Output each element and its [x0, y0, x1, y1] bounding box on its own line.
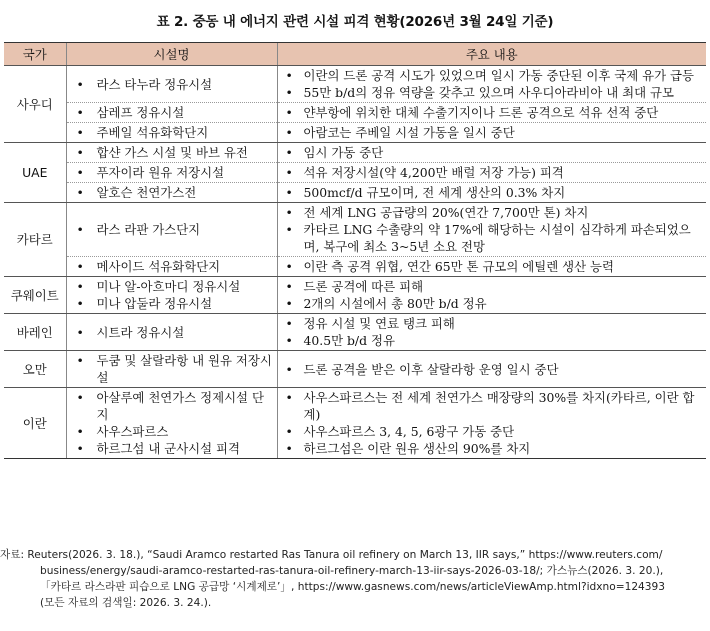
facility-name: • 두쿰 및 살랄라항 내 원유 저장시설 — [71, 352, 273, 386]
content-cell — [277, 163, 706, 183]
source-note — [0, 547, 708, 611]
table-row — [4, 66, 706, 103]
content-cell — [277, 183, 706, 203]
table-row — [4, 183, 706, 203]
facility-name: • 합샨 가스 시설 및 바브 유전 — [71, 144, 273, 161]
facility-cell — [66, 183, 277, 203]
facility-name: • 주베일 석유화학단지 — [71, 124, 273, 141]
source-line: 자료: Reuters(2026. 3. 18.), “Saudi Aramco restarted Ras Tanura oil refinery on March 13, IIR says,” https://www.reuters.com/ — [0, 549, 663, 561]
facility-cell — [66, 257, 277, 277]
content-item: • 사우스파르스는 전 세계 천연가스 매장량의 30%를 차지(카타르, 이란 합계) — [282, 389, 703, 423]
content-item: • 임시 가동 중단 — [282, 144, 703, 161]
content-item: • 얀부항에 위치한 대체 수출기지이나 드론 공격으로 석유 선적 중단 — [282, 104, 703, 121]
table-row — [4, 351, 706, 388]
facility-cell — [66, 66, 277, 103]
facility-name: • 하르그섬 내 군사시설 피격 — [71, 440, 273, 457]
content-item: • 사우스파르스 3, 4, 5, 6광구 가동 중단 — [282, 423, 703, 440]
country-cell: 이란 — [4, 388, 66, 459]
content-cell — [277, 277, 706, 314]
facility-name: • 삼레프 정유시설 — [71, 104, 273, 121]
content-item: • 이란의 드론 공격 시도가 있었으며 일시 가동 중단된 이후 국제 유가 급등 — [282, 67, 703, 84]
content-item: • 드론 공격을 받은 이후 살랄라항 운영 일시 중단 — [282, 361, 703, 378]
facility-attack-table — [4, 42, 706, 459]
country-cell: 사우디 — [4, 66, 66, 143]
table-row — [4, 123, 706, 143]
facility-name: • 메사이드 석유화학단지 — [71, 258, 273, 275]
content-cell — [277, 388, 706, 459]
table-row — [4, 277, 706, 314]
facility-name: • 미나 압둘라 정유시설 — [71, 295, 273, 312]
facility-cell — [66, 351, 277, 388]
content-item: • 드론 공격에 따른 피해 — [282, 278, 703, 295]
facility-name: • 라스 라판 가스단지 — [71, 221, 273, 238]
content-cell — [277, 203, 706, 257]
content-item: • 이란 측 공격 위협, 연간 65만 톤 규모의 에틸렌 생산 능력 — [282, 258, 703, 275]
content-item: • 하르그섬은 이란 원유 생산의 90%를 차지 — [282, 440, 703, 457]
facility-cell — [66, 123, 277, 143]
content-cell — [277, 66, 706, 103]
content-cell — [277, 351, 706, 388]
facility-cell — [66, 203, 277, 257]
facility-cell — [66, 163, 277, 183]
header-content: 주요 내용 — [277, 43, 706, 66]
content-item: • 석유 저장시설(약 4,200만 배럴 저장 가능) 피격 — [282, 164, 703, 181]
content-cell — [277, 257, 706, 277]
content-item: • 전 세계 LNG 공급량의 20%(연간 7,700만 톤) 차지 — [282, 204, 703, 221]
facility-name: • 아살루예 천연가스 정제시설 단지 — [71, 389, 273, 423]
facility-name: • 푸자이라 원유 저장시설 — [71, 164, 273, 181]
table-title: 표 2. 중동 내 에너지 관련 시설 피격 현황(2026년 3월 24일 기준) — [156, 14, 554, 30]
facility-name: • 사우스파르스 — [71, 423, 273, 440]
table-header-row — [4, 43, 706, 66]
content-item: • 정유 시설 및 연료 탱크 피해 — [282, 315, 703, 332]
facility-cell — [66, 314, 277, 351]
source-line: (모든 자료의 검색일: 2026. 3. 24.). — [40, 597, 212, 609]
country-cell: 카타르 — [4, 203, 66, 277]
content-item: • 55만 b/d의 정유 역량을 갖추고 있으며 사우디아라비아 내 최대 규모 — [282, 84, 703, 101]
country-cell: 바레인 — [4, 314, 66, 351]
content-item: • 2개의 시설에서 총 80만 b/d 정유 — [282, 295, 703, 312]
facility-cell — [66, 277, 277, 314]
facility-cell — [66, 143, 277, 163]
country-cell: UAE — [4, 143, 66, 203]
content-item: • 카타르 LNG 수출량의 약 17%에 해당하는 시설이 심각하게 파손되었으며, 복구에 최소 3~5년 소요 전망 — [282, 221, 703, 255]
table-row — [4, 203, 706, 257]
table-row — [4, 257, 706, 277]
table-row — [4, 388, 706, 459]
content-cell — [277, 103, 706, 123]
source-line: business/energy/saudi-aramco-restarted-ras-tanura-oil-refinery-march-13-iir-says-2026-03-18/; 가스뉴스(2026. 3. 20.), — [40, 565, 664, 577]
header-country: 국가 — [4, 43, 66, 66]
content-cell — [277, 123, 706, 143]
table-row — [4, 163, 706, 183]
content-cell — [277, 143, 706, 163]
country-cell: 쿠웨이트 — [4, 277, 66, 314]
header-facility: 시설명 — [66, 43, 277, 66]
country-cell: 오만 — [4, 351, 66, 388]
facility-cell — [66, 388, 277, 459]
facility-name: • 알호슨 천연가스전 — [71, 184, 273, 201]
content-item: • 40.5만 b/d 정유 — [282, 332, 703, 349]
source-line: 「카타르 라스라판 피습으로 LNG 공급망 ‘시계제로’」, https://www.gasnews.com/news/articleViewAmp.html?idxno=124393 — [40, 581, 666, 593]
facility-name: • 라스 타누라 정유시설 — [71, 76, 273, 93]
table-row — [4, 314, 706, 351]
content-item: • 500mcf/d 규모이며, 전 세계 생산의 0.3% 차지 — [282, 184, 703, 201]
content-item: • 아람코는 주베일 시설 가동을 일시 중단 — [282, 124, 703, 141]
facility-name: • 미나 알-아흐마디 정유시설 — [71, 278, 273, 295]
facility-name: • 시트라 정유시설 — [71, 324, 273, 341]
facility-cell — [66, 103, 277, 123]
table-row — [4, 143, 706, 163]
content-cell — [277, 314, 706, 351]
table-row — [4, 103, 706, 123]
